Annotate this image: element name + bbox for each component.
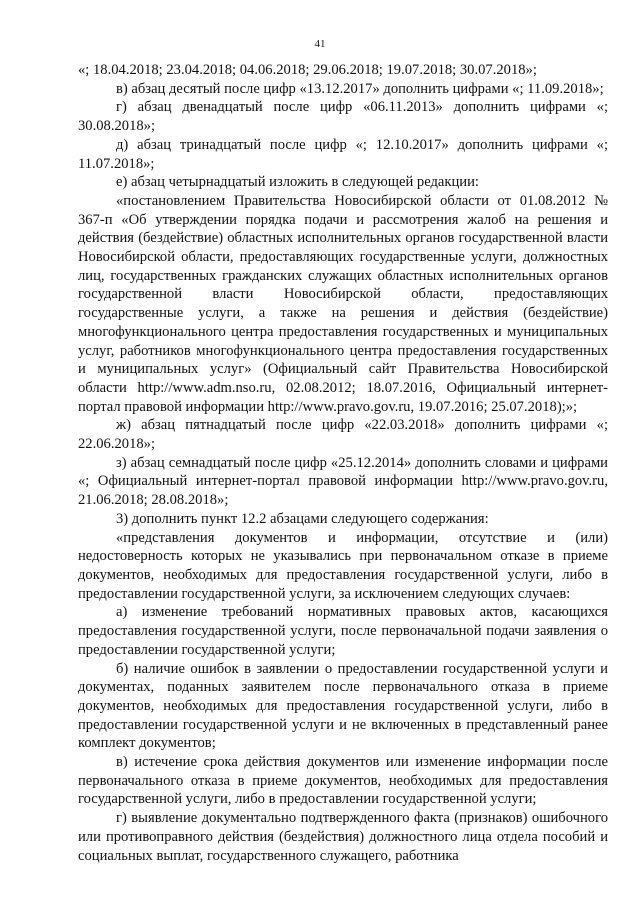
paragraph-item-d: д) абзац тринадцатый после цифр «; 12.10.2017» дополнить цифрами «; 11.07.2018»;	[78, 136, 608, 172]
paragraph-item-v: в) абзац десятый после цифр «13.12.2017» дополнить цифрами «; 11.09.2018»;	[116, 80, 604, 97]
paragraph-item-zh: ж) абзац пятнадцатый после цифр «22.03.2018» дополнить цифрами «; 22.06.2018»;	[78, 417, 608, 453]
paragraph-dates-continuation: «; 18.04.2018; 23.04.2018; 04.06.2018; 29.06.2018; 19.07.2018; 30.07.2018»;	[78, 62, 537, 78]
paragraph-case-v: в) истечение срока действия документов или изменение информации после первоначального отказа в приеме документов, необходимых для предоставления государственной услуги, либо в предоставлении государственной услуги;	[78, 754, 608, 808]
paragraph-case-g: г) выявление документально подтвержденного факта (признаков) ошибочного или противоправного действия (бездействия) должностного лица отдела пособий и социальных выплат, государственного служащего, работника	[78, 810, 608, 864]
paragraph-documents-quote: «представления документов и информации, отсутствие и (или) недостоверность которых не указывались при первоначальном отказе в приеме документов, необходимых для предоставления государственной услуги, либо в предоставлении государственной услуги, за исключением следующих случаев:	[78, 529, 608, 602]
document-body	[78, 61, 608, 865]
paragraph-resolution-quote: «постановлением Правительства Новосибирской области от 01.08.2012 № 367-п «Об утверждении порядка подачи и рассмотрения жалоб на решения и действия (бездействие) областных исполнительных органов государственной власти Новосибирской области, предоставляющих государственные услуги, должностных лиц, государственных гражданских служащих областных исполнительных органов государственной власти Новосибирской области, предоставляющих государственные услуги, а также на решения и действия (бездействие) многофункционального центра предоставления государственных и муниципальных услуг, работников многофункционального центра предоставления государственных и муниципальных услуг» (Официальный сайт Правительства Новосибирской области http://www.adm.nso.ru, 02.08.2012; 18.07.2016, Официальный интернет-портал правовой информации http://www.pravo.gov.ru, 19.07.2016; 25.07.2018);»;	[78, 192, 608, 415]
paragraph-item-z: з) абзац семнадцатый после цифр «25.12.2014» дополнить словами и цифрами «; Официальный интернет-портал правовой информации http://www.pravo.gov.ru, 21.06.2018; 28.08.2018»;	[78, 454, 608, 509]
paragraph-item-g: г) абзац двенадцатый после цифр «06.11.2013» дополнить цифрами «; 30.08.2018»;	[78, 99, 608, 135]
paragraph-point-3: 3) дополнить пункт 12.2 абзацами следующего содержания:	[116, 510, 489, 527]
page-number: 41	[314, 38, 326, 50]
paragraph-item-e: е) абзац четырнадцатый изложить в следующей редакции:	[116, 174, 479, 191]
paragraph-case-b: б) наличие ошибок в заявлении о предоставлении государственной услуги и документах, поданных заявителем после первоначального отказа в приеме документов, необходимых для предоставления государственной услуги, либо в предоставлении государственной услуги и не включенных в представленный ранее комплект документов;	[78, 660, 608, 752]
paragraph-case-a: а) изменение требований нормативных правовых актов, касающихся предоставления государственной услуги, после первоначальной подачи заявления о предоставлении государственной услуги;	[78, 604, 608, 658]
